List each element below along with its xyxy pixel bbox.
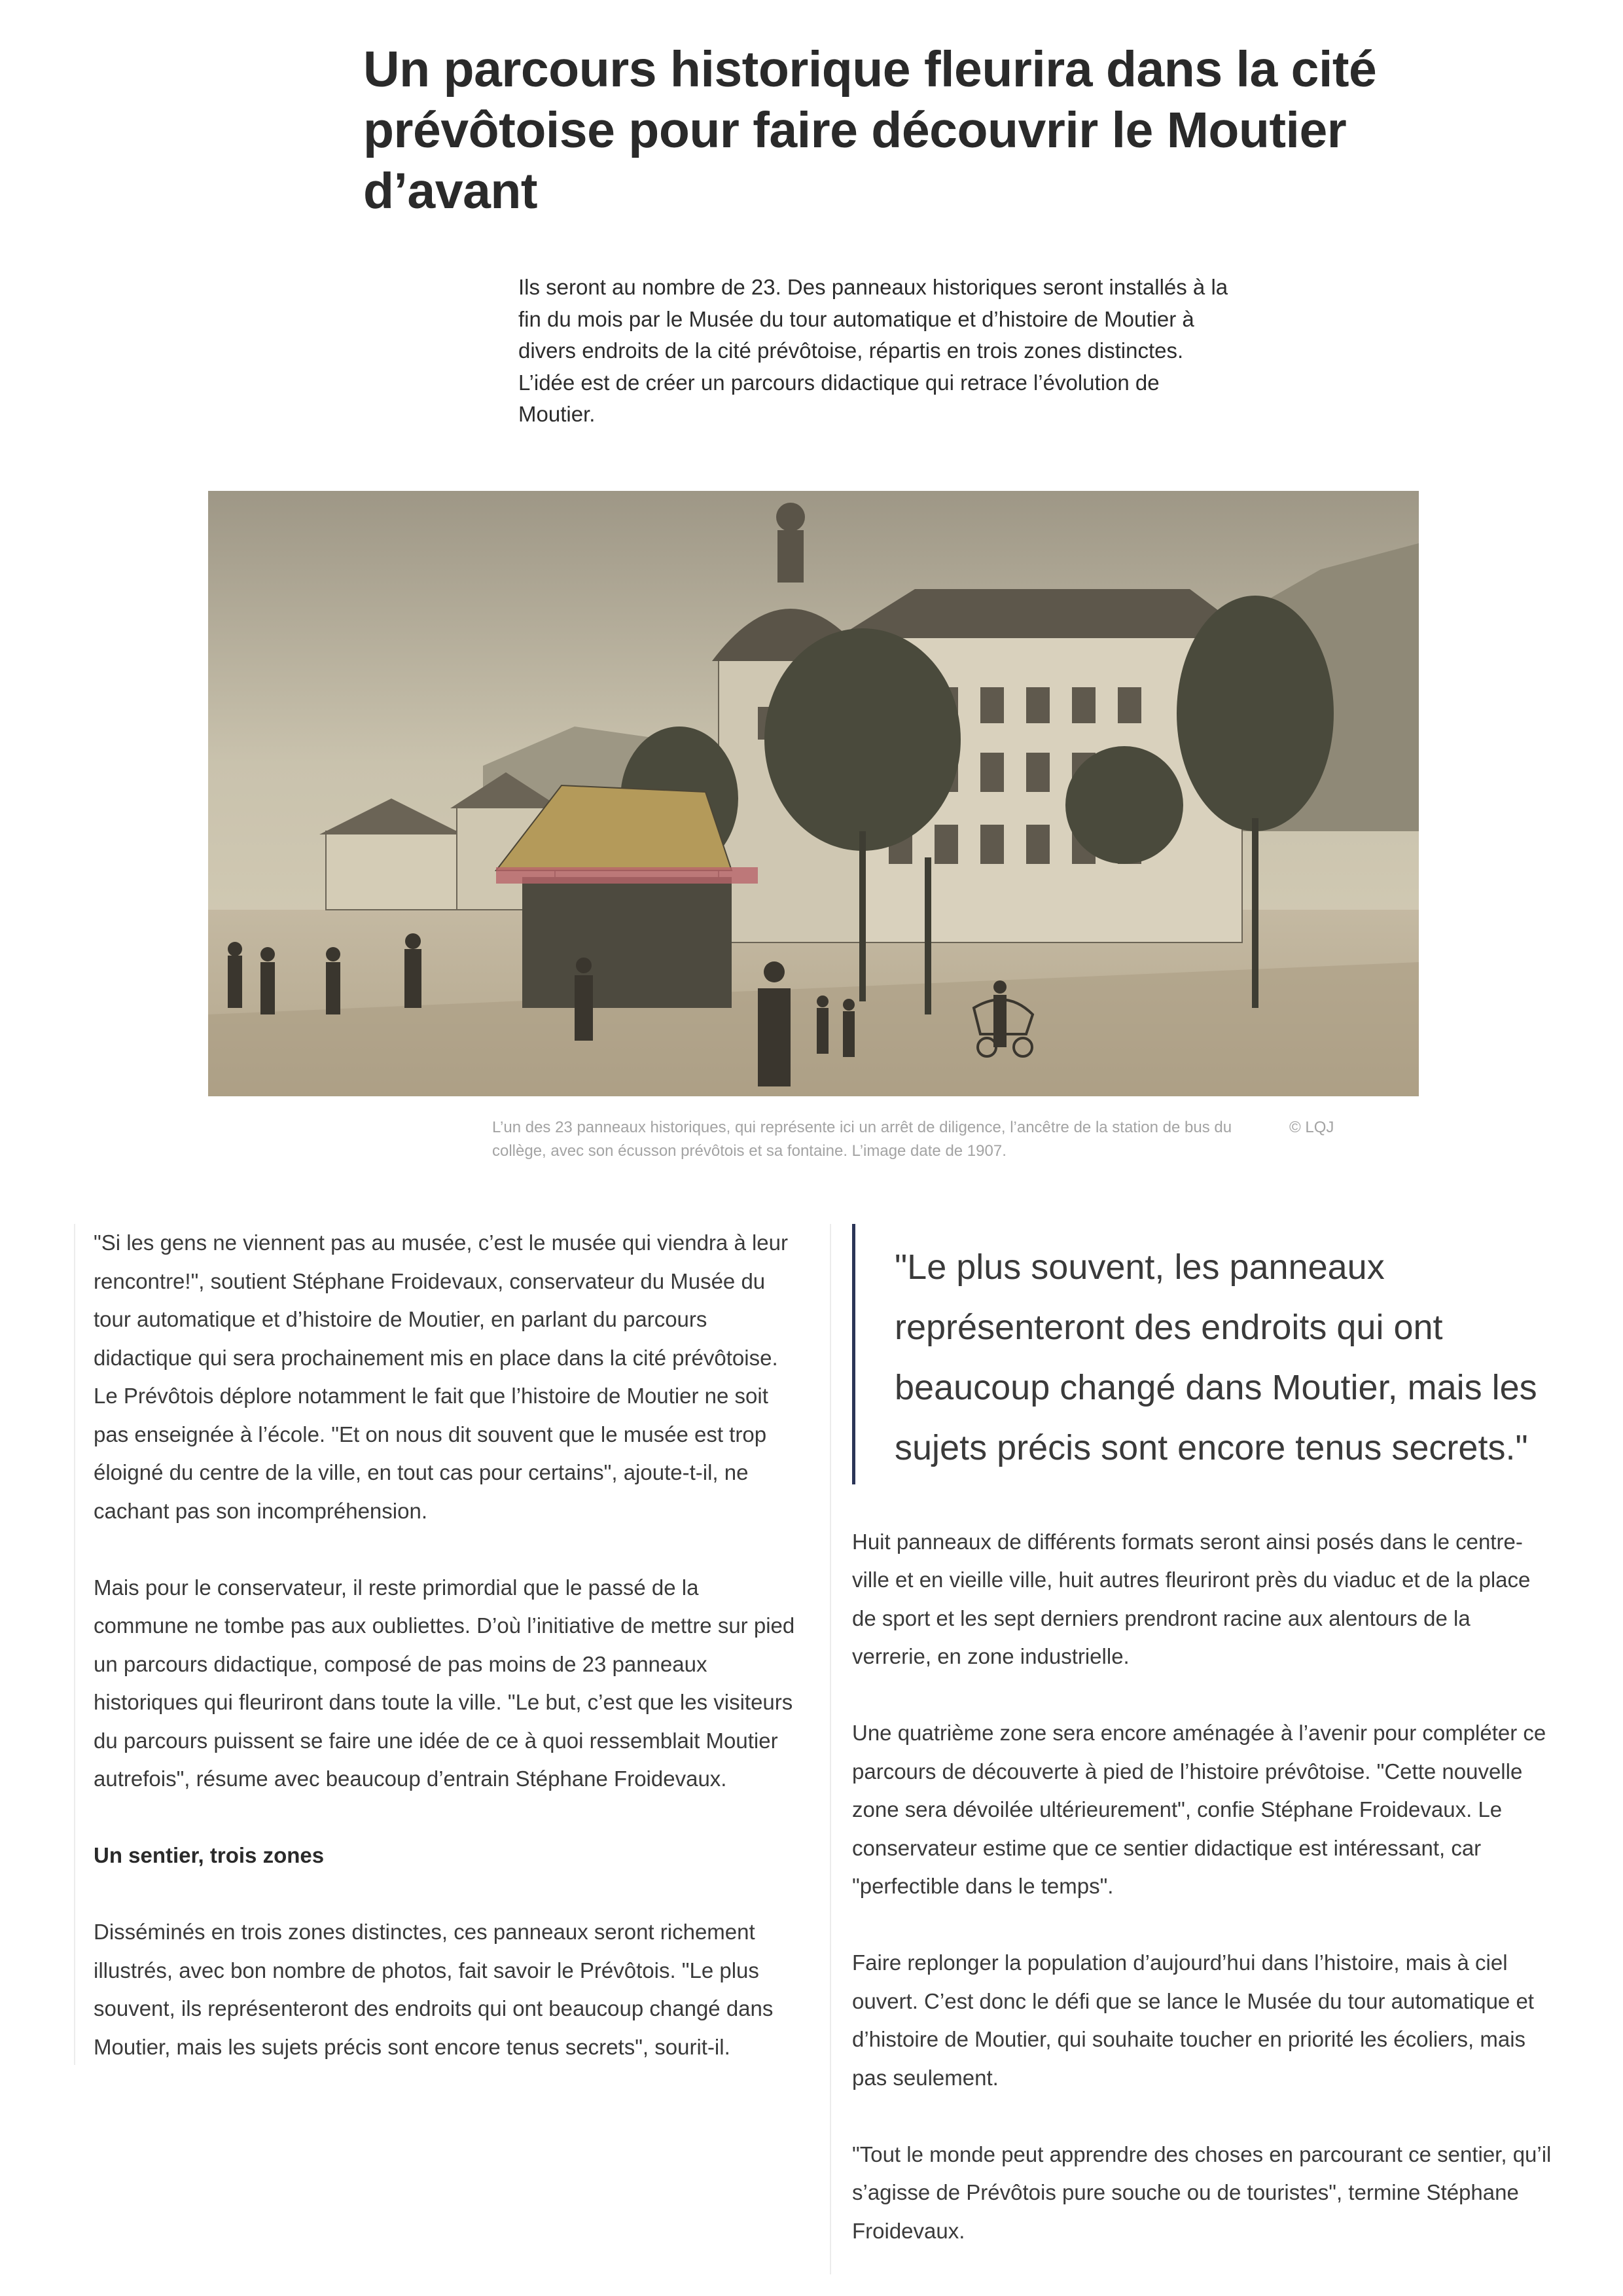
right-paragraph-4: "Tout le monde peut apprendre des choses en parcourant ce sentier, qu’il s’agisse de Prévôtois pure souche ou de touristes", termine Stéphane Froidevaux. [852,2142,1552,2243]
left-column [74,1224,797,2065]
right-paragraph-2: Une quatrième zone sera encore aménagée à l’avenir pour compléter ce parcours de découverte à pied de l’histoire prévôtoise. "Cette nouvelle zone sera dévoilée ultérieurement", confie Stéphane Froidevaux. Le conservateur estime que ce sentier didactique est intéressant, car "perfectible dans le temps". [852,1721,1546,1898]
left-paragraph-2: Mais pour le conservateur, il reste primordial que le passé de la commune ne tombe pas aux oubliettes. D’où l’initiative de mettre sur pied un parcours didactique, composé de pas moins de 23 panneaux historiques qui fleuriront dans toute la ville. "Le but, c’est que les visiteurs du parcours puissent se faire une idée de ce à quoi ressemblait Moutier autrefois", résume avec beaucoup d’entrain Stéphane Froidevaux. [94,1575,795,1791]
right-paragraph-1: Huit panneaux de différents formats seront ainsi posés dans le centre-ville et en vieille ville, huit autres fleuriront près du viaduc et de la place de sport et les sept derniers prendront racine aux alentours de la verrerie, en zone industrielle. [852,1529,1531,1668]
photo-credit: © LQJ [1289,1119,1334,1136]
left-paragraph-1: "Si les gens ne viennent pas au musée, c’est le musée qui viendra à leur rencontre!", soutient Stéphane Froidevaux, conservateur du Musée du tour automatique et d’histoire de Moutier, en parlant du parcours didactique qui sera prochainement mis en place dans la cité prévôtoise. Le Prévôtois déplore notamment le fait que l’histoire de Moutier ne soit pas enseignée à l’école. "Et on nous dit souvent que le musée est trop éloigné du centre de la ville, en tout cas pour certains", ajoute-t-il, ne cachant pas son incompréhension. [94,1230,788,1523]
pull-quote: "Le plus souvent, les panneaux représenteront des endroits qui ont beaucoup changé dans Moutier, mais les sujets précis sont encore tenus secrets." [852,1224,1553,1484]
left-paragraph-3: Disséminés en trois zones distinctes, ces panneaux seront richement illustrés, avec bon nombre de photos, fait savoir le Prévôtois. "Le plus souvent, ils représenteront des endroits qui ont beaucoup changé dans Moutier, mais les sujets précis sont encore tenus secrets", sourit-il. [94,1920,774,2059]
photo-caption: L’un des 23 panneaux historiques, qui représente ici un arrêt de diligence, l’ancêtre de la station de bus du collège, avec son écusson prévôtois et sa fontaine. L’image date de 1907. [492,1119,1232,1160]
article-photo [208,491,1419,1096]
right-column [830,1224,1553,2274]
right-paragraph-3: Faire replonger la population d’aujourd’hui dans l’histoire, mais à ciel ouvert. C’est donc le défi que se lance le Musée du tour automatique et d’histoire de Moutier, qui souhaite toucher en priorité les écoliers, mais pas seulement. [852,1950,1534,2090]
section-subheading: Un sentier, trois zones [94,1843,325,1867]
article-lead: Ils seront au nombre de 23. Des panneaux historiques seront installés à la fin du mois par le Musée du tour automatique et d’histoire de Moutier à divers endroits de la cité prévôtoise, répartis en trois zones distinctes. L’idée est de créer un parcours didactique qui retrace l’évolution de Moutier. [518,275,1228,426]
article-title: Un parcours historique fleurira dans la cité prévôtoise pour faire découvrir le Moutier d’avant [363,41,1377,219]
